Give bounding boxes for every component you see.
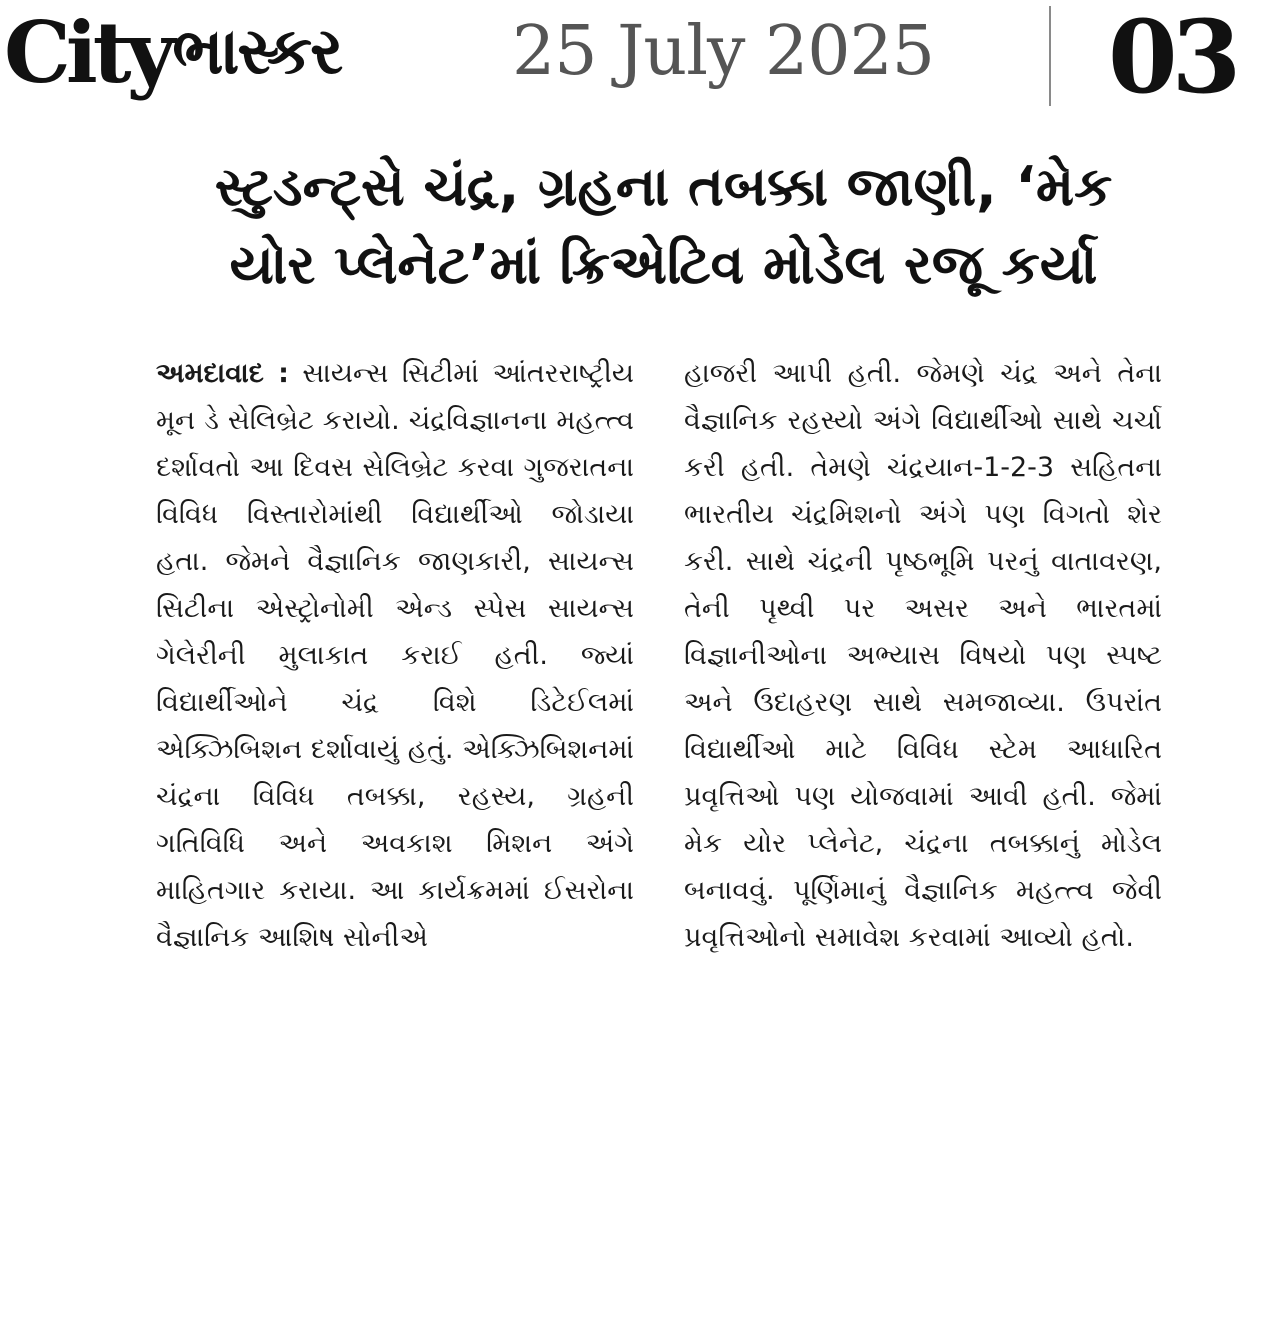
article-body-left-column	[156, 350, 634, 961]
article-body-right-column	[684, 350, 1162, 961]
headline-line-1: સ્ટુડન્ટ્સે ચંદ્ર, ગ્રહના તબક્કા જાણી, ‘મેક	[214, 155, 1113, 218]
news-article	[136, 118, 1191, 1340]
page-number: 03	[1108, 0, 1236, 116]
headline-line-2: યોર પ્લેનેટ’માં ક્રિએટિવ મોડેલ રજૂ કર્યા	[229, 233, 1098, 296]
masthead-divider	[1049, 6, 1051, 106]
newspaper-logo	[4, 2, 341, 102]
masthead	[0, 0, 1275, 116]
issue-date: 25 July 2025	[512, 12, 935, 91]
article-body-left-text: સાયન્સ સિટીમાં આંતરરાષ્ટ્રીય મૂન ડે સેલિબ્રેટ કરાયો. ચંદ્રવિજ્ઞાનના મહત્ત્વ દર્શાવતો આ દિવસ સેલિબ્રેટ કરવા ગુજરાતના વિવિધ વિસ્તારોમાંથી વિદ્યાર્થીઓ જોડાયા હતા. જેમને વૈજ્ઞાનિક જાણકારી, સાયન્સ સિટીના એસ્ટ્રોનોમી એન્ડ સ્પેસ સાયન્સ ગેલેરીની મુલાકાત કરાઈ હતી. જ્યાં વિદ્યાર્થીઓને ચંદ્ર વિશે ડિટેઈલમાં એક્ઝિબિશન દર્શાવાયું હતું. એક્ઝિબિશનમાં ચંદ્રના વિવિધ તબક્કા, રહસ્ય, ગ્રહની ગતિવિધિ અને અવકાશ મિશન અંગે માહિતગાર કરાયા. આ કાર્યક્રમમાં ઈસરોના વૈજ્ઞાનિક આશિષ સોનીએ	[156, 358, 634, 953]
logo-bhaskar-text: ભાસ્કર	[172, 15, 342, 89]
logo-city-text: City	[4, 2, 171, 102]
article-body-right-text: હાજરી આપી હતી. જેમણે ચંદ્ર અને તેના વૈજ્ઞાનિક રહસ્યો અંગે વિદ્યાર્થીઓ સાથે ચર્ચા કરી હતી. તેમણે ચંદ્રયાન-1-2-3 સહિતના ભારતીય ચંદ્રમિશનો અંગે પણ વિગતો શેર કરી. સાથે ચંદ્રની પૃષ્ઠભૂમિ પરનું વાતાવરણ, તેની પૃથ્વી પર અસર અને ભારતમાં વિજ્ઞાનીઓના અભ્યાસ વિષયો પણ સ્પષ્ટ અને ઉદાહરણ સાથે સમજાવ્યા. ઉપરાંત વિદ્યાર્થીઓ માટે વિવિધ સ્ટેમ આધારિત પ્રવૃત્તિઓ પણ યોજવામાં આવી હતી. જેમાં મેક યોર પ્લેનેટ, ચંદ્રના તબક્કાનું મોડેલ બનાવવું. પૂર્ણિમાનું વૈજ્ઞાનિક મહત્ત્વ જેવી પ્રવૃત્તિઓનો સમાવેશ કરવામાં આવ્યો હતો.	[684, 358, 1162, 953]
article-dateline: અમદાવાદ :	[156, 358, 289, 389]
article-headline	[136, 148, 1191, 304]
